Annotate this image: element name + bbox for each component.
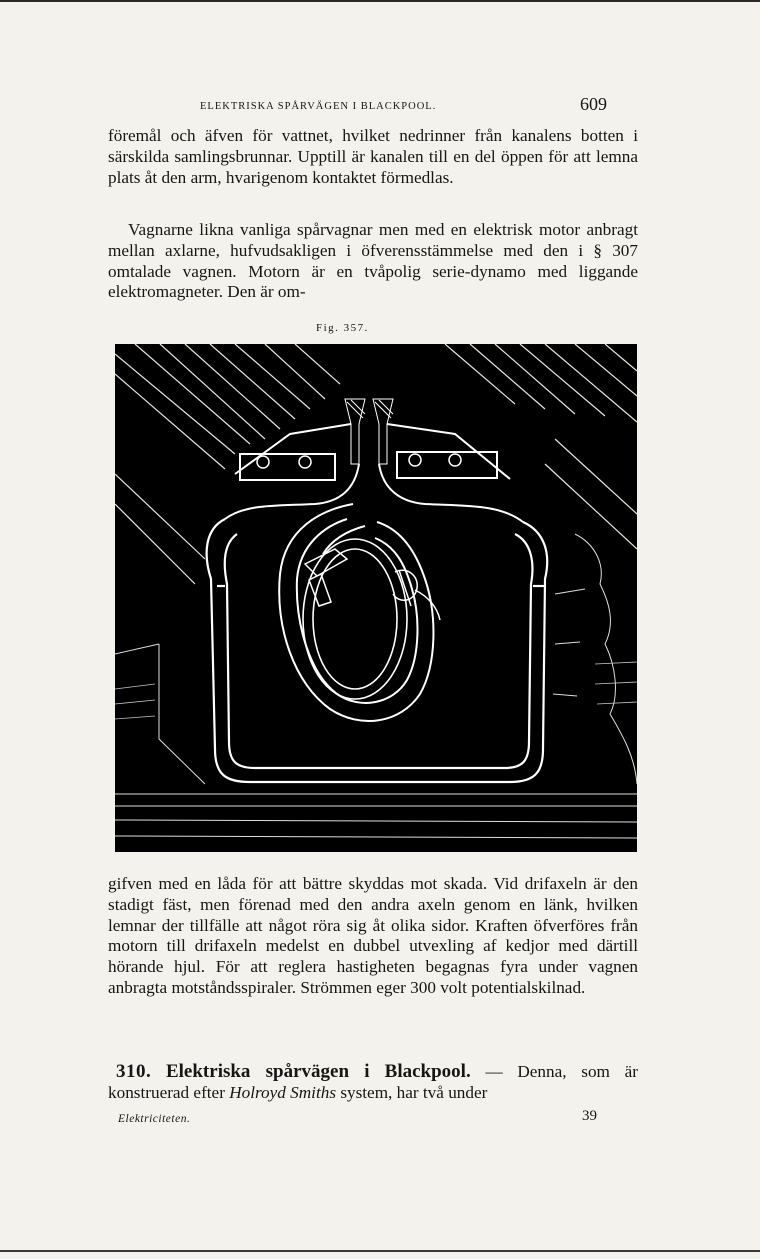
section-310	[108, 1062, 638, 1104]
figure-caption: Fig. 357.	[316, 322, 369, 334]
paragraph-1: föremål och äfven för vattnet, hvilket nedrinner från kanalens botten i särskilda samlingsbrunnar. Upptill är kanalen till en del öppen för att lemna plats åt den arm, hvarigenom kontaktet förmedlas.	[108, 126, 638, 187]
paragraph-2: Vagnarne likna vanliga spårvagnar men med en elektrisk motor anbragt mellan axlarne, hufvudsakligen i öfverensstämmelse med den i § 307 omtalade vagnen. Motorn är en tvåpolig serie-dynamo med liggande elektromagneter. Den är om-	[108, 220, 638, 302]
section-number: 310.	[116, 1061, 152, 1082]
page-number: 609	[580, 94, 607, 114]
running-head: ELEKTRISKA SPÅRVÄGEN I BLACKPOOL.	[200, 101, 437, 112]
section-text-1: — Denna, som är konstruerad efter	[108, 1062, 638, 1102]
top-edge-rule	[0, 0, 760, 2]
figure-engraving	[115, 344, 637, 852]
footer-signature: Elektriciteten.	[118, 1113, 191, 1125]
paragraph-3: gifven med en låda för att bättre skyddas mot skada. Vid drifaxeln är den stadigt fäst, men förenad med den andra axeln genom en länk, hvilken lemnar der tillfälle att något röra sig åt olika sidor. Kraften öfverföres från motorn till drifaxeln medelst en dubbel utvexling af kedjor med därtill hörande hjul. För att reglera hastigheten begagnas fyra under vagnen anbragta motståndsspiraler. Strömmen eger 300 volt potentialskilnad.	[108, 874, 638, 997]
section-title: Elektriska spårvägen i Blackpool.	[165, 1061, 471, 1082]
footer-sheet-number: 39	[582, 1108, 597, 1124]
section-text-2: system, har två under	[336, 1082, 488, 1102]
motor-conduit-engraving	[115, 344, 637, 852]
bottom-edge-rule	[0, 1250, 760, 1252]
section-author-name: Holroyd Smiths	[229, 1082, 337, 1102]
